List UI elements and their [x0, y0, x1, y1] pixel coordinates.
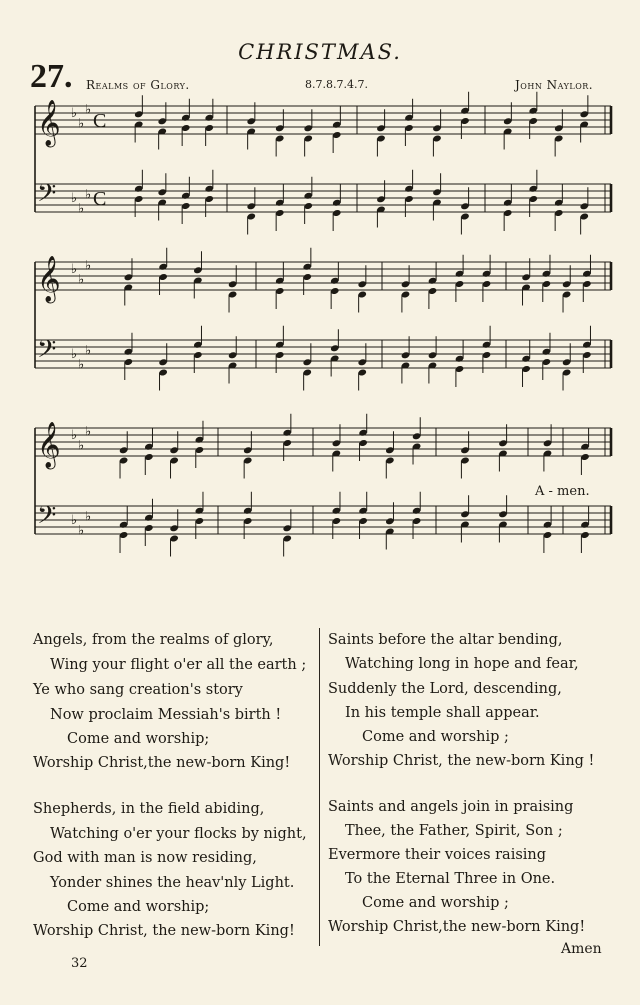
composer-name: John Naylor.: [515, 78, 594, 92]
flat-sign-icon: ♭: [78, 438, 85, 454]
flat-sign-icon: ♭: [85, 102, 92, 118]
verse-1-line-2: Wing your flight o'er all the earth ;: [50, 657, 307, 673]
verse-3-line-5: Come and worship ;: [362, 729, 509, 745]
verse-divider: [319, 628, 320, 946]
verse-2-line-4: Yonder shines the heav'nly Light.: [50, 875, 295, 891]
verse-3-line-6: Worship Christ, the new-born King !: [328, 753, 595, 769]
verse-3-line-4: In his temple shall appear.: [345, 705, 540, 721]
verse-2-line-1: Shepherds, in the field abiding,: [33, 801, 265, 817]
page-number: 32: [71, 956, 88, 971]
amen-lyric: A - men.: [535, 484, 590, 499]
verse-2-line-5: Come and worship;: [67, 899, 210, 915]
flat-sign-icon: ♭: [78, 523, 85, 539]
verse-2-line-2: Watching o'er your flocks by night,: [50, 826, 307, 842]
flat-sign-icon: ♭: [71, 428, 78, 443]
verse-4-line-4: To the Eternal Three in One.: [345, 871, 556, 887]
tune-name: Realms of Glory.: [86, 78, 190, 92]
bass-clef-icon: 𝄢: [37, 179, 57, 214]
flat-sign-icon: ♭: [85, 258, 92, 274]
meter: 8.7.8.7.4.7.: [305, 78, 368, 91]
verse-4-line-1: Saints and angels join in praising: [328, 799, 574, 815]
treble-clef-icon: 𝄞: [37, 256, 61, 302]
flat-sign-icon: ♭: [71, 347, 78, 362]
flat-sign-icon: ♭: [71, 262, 78, 277]
flat-sign-icon: ♭: [71, 191, 78, 206]
flat-sign-icon: ♭: [71, 513, 78, 528]
verse-4-line-6: Worship Christ,the new-born King!: [328, 919, 586, 935]
common-time-icon: C: [93, 188, 107, 210]
hymn-number: 27.: [30, 58, 73, 95]
verse-3-line-1: Saints before the altar bending,: [328, 632, 563, 648]
bass-clef-icon: 𝄢: [37, 501, 57, 536]
flat-sign-icon: ♭: [85, 187, 92, 203]
common-time-icon: C: [93, 110, 107, 132]
verse-2-line-6: Worship Christ, the new-born King!: [33, 923, 295, 939]
score-layer: [35, 92, 611, 557]
flat-sign-icon: ♭: [85, 424, 92, 440]
verse-4-line-5: Come and worship ;: [362, 895, 509, 911]
section-title: CHRISTMAS.: [238, 40, 402, 64]
verse-1-line-6: Worship Christ,the new-born King!: [33, 755, 291, 771]
flat-sign-icon: ♭: [78, 272, 85, 288]
bass-clef-icon: 𝄢: [37, 335, 57, 370]
verse-2-line-3: God with man is now residing,: [33, 850, 257, 866]
treble-clef-icon: 𝄞: [37, 422, 61, 468]
flat-sign-icon: ♭: [85, 343, 92, 359]
flat-sign-icon: ♭: [78, 116, 85, 132]
treble-clef-icon: 𝄞: [37, 100, 61, 146]
flat-sign-icon: ♭: [78, 357, 85, 373]
verse-1-line-5: Come and worship;: [67, 731, 210, 747]
verse-3-line-3: Suddenly the Lord, descending,: [328, 681, 562, 697]
flat-sign-icon: ♭: [85, 509, 92, 525]
closing-amen: Amen: [561, 941, 602, 957]
verse-3-line-2: Watching long in hope and fear,: [345, 656, 579, 672]
verse-4-line-2: Thee, the Father, Spirit, Son ;: [345, 823, 563, 839]
verse-4-line-3: Evermore their voices raising: [328, 847, 547, 863]
verse-1-line-4: Now proclaim Messiah's birth !: [50, 707, 282, 723]
verse-1-line-3: Ye who sang creation's story: [33, 682, 243, 698]
flat-sign-icon: ♭: [71, 106, 78, 121]
verse-1-line-1: Angels, from the realms of glory,: [33, 632, 274, 648]
flat-sign-icon: ♭: [78, 201, 85, 217]
